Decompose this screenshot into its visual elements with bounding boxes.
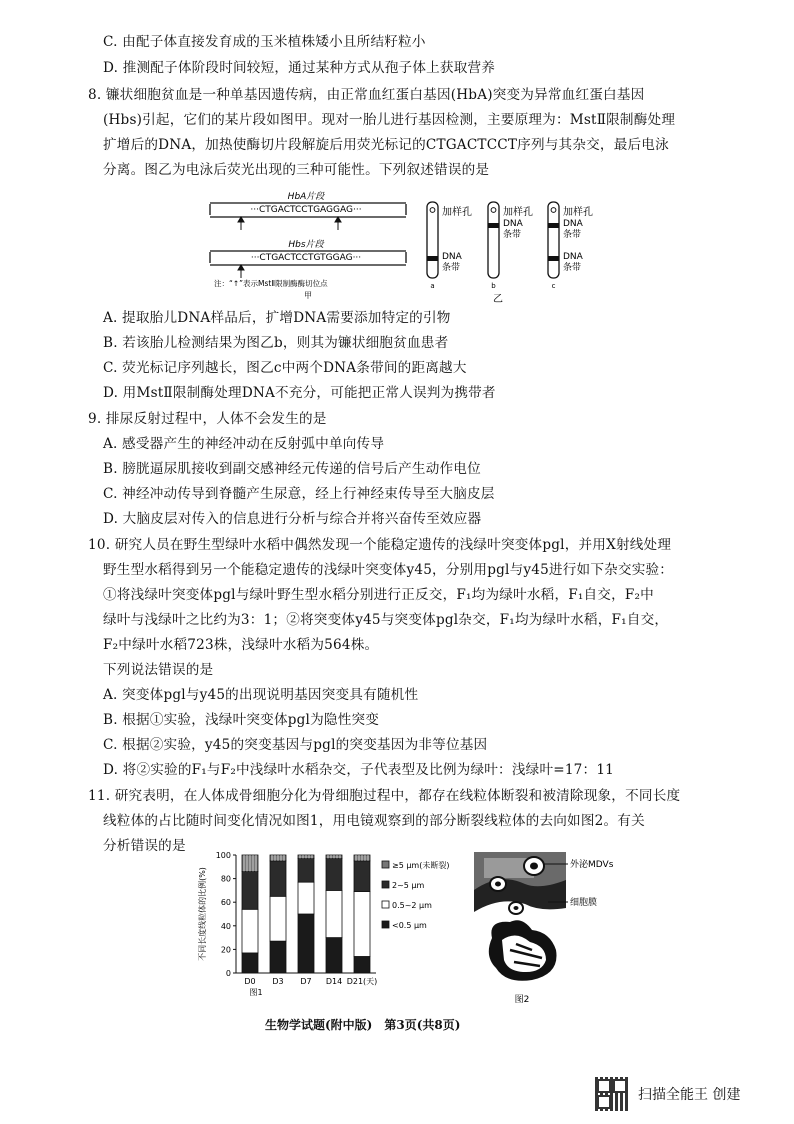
scanner-watermark: 扫描全能王 创建: [638, 1087, 741, 1103]
text-line: D. 用MstⅡ限制酶处理DNA不充分，可能把正常人误判为携带者: [103, 385, 496, 401]
text-line: A. 感受器产生的神经冲动在反射弧中单向传导: [103, 436, 385, 452]
text-line: B. 膀胱逼尿肌接收到副交感神经元传递的信号后产生动作电位: [103, 461, 481, 477]
label-mdv: 外泌MDVs: [570, 860, 614, 870]
well-label-a: 加样孔: [442, 207, 472, 218]
well-label-b: 加样孔: [503, 207, 533, 218]
fig-yi-caption: 乙: [493, 294, 503, 305]
bar-segment: [242, 872, 258, 910]
text-line: C. 根据②实验，y45的突变基因与pgl的突变基因为非等位基因: [103, 737, 488, 753]
bar-segment: [270, 861, 286, 896]
bar-segment: [298, 914, 314, 973]
text-line: 分析错误的是: [103, 838, 186, 854]
fig-jia-note: 注：“↑”表示MstⅡ限制酶酶切位点: [214, 279, 328, 288]
figure-yi: [418, 198, 593, 308]
text-line: 绿叶与浅绿叶之比约为3：1；②将突变体y45与突变体pgl杂交，F₁均为绿叶水稻，F₁自交，: [103, 612, 669, 628]
text-line: C. 荧光标记序列越长，图乙c中两个DNA条带间的距离越大: [103, 360, 467, 376]
lane-c-label: c: [551, 282, 556, 290]
text-line: F₂中绿叶水稻723株，浅绿叶水稻为564株。: [103, 637, 379, 653]
legend-swatch: [382, 901, 389, 908]
x-tick-label: D3: [272, 977, 284, 986]
bar-segment: [298, 882, 314, 914]
bar-segment: [326, 859, 342, 891]
text-line: 9. 排尿反射过程中，人体不会发生的是: [88, 411, 327, 427]
hba-title: HbA片段: [287, 192, 325, 202]
figure-1-caption: 图1: [249, 988, 263, 997]
text-line: 分离。图乙为电泳后荧光出现的三种可能性。下列叙述错误的是: [103, 162, 490, 178]
x-tick-label: D7: [300, 977, 312, 986]
bar-segment: [270, 896, 286, 941]
bar-segment: [326, 938, 342, 973]
text-line: (Hbs)引起，它们的某片段如图甲。现对一胎儿进行基因检测，主要原理为：MstⅡ限制酶处理: [103, 112, 676, 128]
band-label-c2: DNA 条带: [563, 252, 583, 273]
fig-jia-caption: 甲: [304, 291, 312, 300]
y-tick-label: 0: [225, 969, 231, 978]
text-line: 10. 研究人员在野生型绿叶水稻中偶然发现一个能稳定遗传的浅绿叶突变体pgl，并用X射线处理: [88, 537, 672, 553]
text-line: 8. 镰状细胞贫血是一种单基因遗传病，由正常血红蛋白基因(HbA)突变为异常血红蛋白基因: [88, 87, 645, 103]
bar-segment: [354, 892, 370, 957]
legend-swatch: [382, 921, 389, 928]
y-tick-label: 80: [220, 874, 231, 884]
legend-label: 2~5 μm: [392, 881, 425, 890]
bar-segment: [354, 861, 370, 892]
cut-site-arrow: [238, 265, 244, 278]
x-tick-label: D0: [244, 977, 256, 986]
text-line: C. 由配子体直接发育成的玉米植株矮小且所结籽粒小: [103, 34, 426, 50]
lane-b-label: b: [491, 282, 496, 290]
cut-site-arrow: [238, 217, 244, 230]
figure-1-chart: [196, 850, 466, 1010]
legend-swatch: [382, 861, 389, 868]
text-line: A. 提取胎儿DNA样品后，扩增DNA需要添加特定的引物: [103, 310, 451, 326]
band-label-b: DNA 条带: [503, 219, 523, 240]
text-line: A. 突变体pgl与y45的出现说明基因突变具有随机性: [103, 687, 419, 703]
hbs-sequence: ···CTGACTCCTGTGGAG···: [250, 253, 362, 263]
fig2-caption: 图2: [514, 995, 530, 1005]
label-cell-membrane: 细胞膜: [570, 898, 598, 908]
legend-label: ≥5 μm(未断裂): [392, 861, 450, 870]
text-line: 下列说法错误的是: [103, 662, 214, 678]
text-line: ①将浅绿叶突变体pgl与绿叶野生型水稻分别进行正反交，F₁均为绿叶水稻，F₁自交，F₂中: [103, 587, 654, 603]
bar-segment: [298, 859, 314, 883]
lane-c: [548, 202, 559, 278]
bar-segment: [242, 953, 258, 973]
lane-a-label: a: [430, 282, 435, 290]
y-tick-label: 60: [220, 898, 231, 908]
bar-segment: [326, 890, 342, 937]
bar-segment: [270, 941, 286, 973]
y-tick-label: 40: [220, 921, 231, 931]
page-footer: 生物学试题(附中版) 第3页(共8页): [265, 1018, 461, 1032]
lane-a: [427, 202, 438, 278]
text-line: D. 推测配子体阶段时间较短，通过某种方式从孢子体上获取营养: [103, 60, 496, 76]
text-line: 野生型水稻得到另一个能稳定遗传的浅绿叶突变体y45，分别用pgl与y45进行如下杂交实验：: [103, 562, 674, 578]
text-line: B. 若该胎儿检测结果为图乙b，则其为镰状细胞贫血患者: [103, 335, 449, 351]
y-tick-label: 20: [220, 945, 231, 955]
text-line: 扩增后的DNA，加热使酶切片段解旋后用荧光标记的CTGACTCCT序列与其杂交，最后电泳: [103, 137, 669, 153]
y-axis-label: 不同长度线粒体的比例(%): [198, 867, 207, 961]
bar-segment: [354, 956, 370, 973]
legend-label: 0.5~2 μm: [392, 901, 432, 910]
well-label-c: 加样孔: [563, 207, 593, 218]
lane-b: [488, 202, 499, 278]
cut-site-arrow: [335, 217, 341, 230]
figure-2-micrograph: [470, 850, 630, 1010]
legend-swatch: [382, 881, 389, 888]
legend-label: <0.5 μm: [392, 921, 427, 930]
figure-jia: [206, 190, 411, 300]
text-line: D. 大脑皮层对传入的信息进行分析与综合并将兴奋传至效应器: [103, 511, 482, 527]
text-line: 11. 研究表明，在人体成骨细胞分化为骨细胞过程中，都存在线粒体断裂和被清除现象，不同长度: [88, 788, 681, 804]
text-line: B. 根据①实验，浅绿叶突变体pgl为隐性突变: [103, 712, 380, 728]
y-tick-label: 100: [215, 851, 231, 860]
text-line: D. 将②实验的F₁与F₂中浅绿叶水稻杂交，子代表型及比例为绿叶：浅绿叶=17：11: [103, 762, 615, 778]
band-label-c1: DNA 条带: [563, 219, 583, 240]
qr-code-icon: [595, 1077, 629, 1111]
hbs-title: Hbs片段: [288, 240, 324, 250]
x-tick-label: D14: [325, 977, 343, 986]
band-label-a: DNA 条带: [442, 252, 462, 273]
hba-sequence: ···CTGACTCCTGAGGAG···: [250, 205, 362, 215]
bar-segment: [242, 909, 258, 953]
text-line: C. 神经冲动传导到脊髓产生尿意，经上行神经束传导至大脑皮层: [103, 486, 495, 502]
x-tick-label: D21(天): [346, 977, 378, 986]
text-line: 线粒体的占比随时间变化情况如图1，用电镜观察到的部分断裂线粒体的去向如图2。有关: [103, 813, 645, 829]
